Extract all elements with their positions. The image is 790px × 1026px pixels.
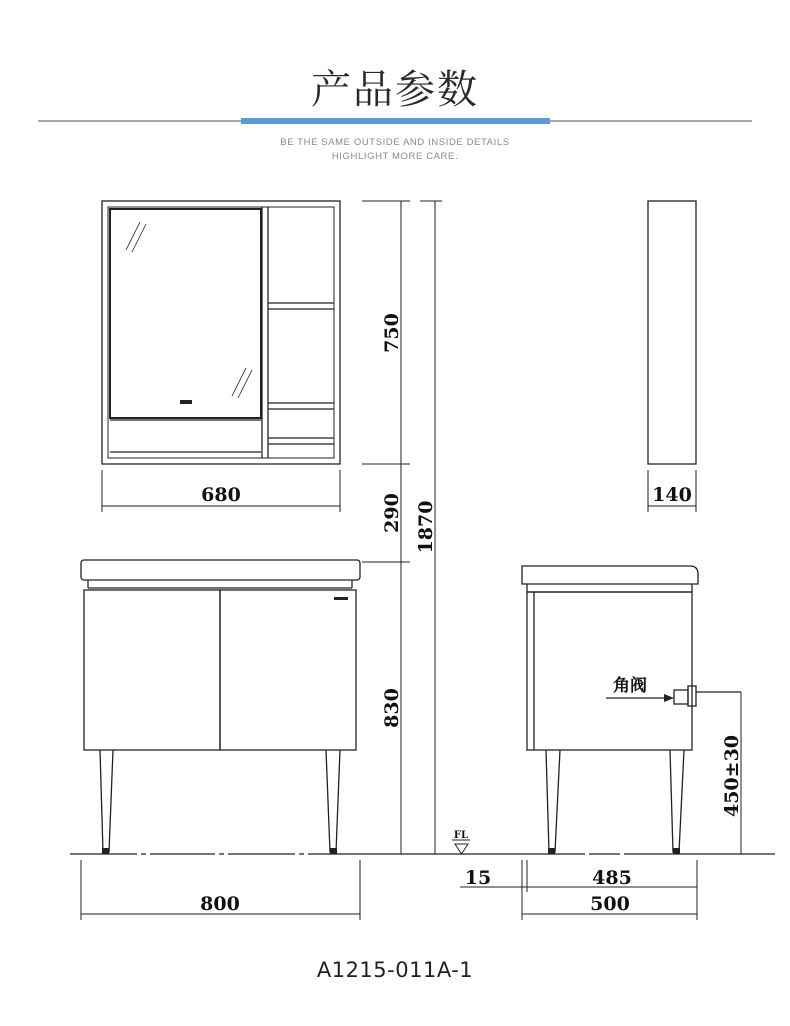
dim-vanity-width: 800 — [200, 893, 240, 915]
angle-valve-label: 角阀 — [613, 676, 647, 696]
mirror-cabinet-side — [648, 201, 696, 464]
dim-vanity-depth: 500 — [590, 893, 630, 915]
mirror-cabinet-front — [102, 201, 340, 464]
dim-gap-height: 290 — [381, 493, 403, 533]
dim-valve-height: 450±30 — [721, 734, 743, 818]
subtitle-line-1: BE THE SAME OUTSIDE AND INSIDE DETAILS — [280, 137, 510, 148]
vanity-front — [81, 560, 360, 852]
dim-vanity-depth-inner: 485 — [592, 867, 632, 889]
page-title: 产品参数 — [311, 67, 479, 113]
dim-cabinet-width: 680 — [201, 484, 241, 506]
dim-vanity-height: 830 — [381, 688, 403, 728]
floor-level-label: FL — [453, 830, 469, 841]
header-accent-bar — [241, 118, 550, 124]
dim-cabinet-depth: 140 — [652, 484, 692, 506]
model-code: A1215-011A-1 — [316, 958, 474, 982]
dim-cabinet-height: 750 — [381, 313, 403, 353]
vanity-side — [522, 566, 741, 852]
dim-floor-offset: 15 — [464, 867, 492, 889]
subtitle-line-2: HIGHLIGHT MORE CARE. — [331, 151, 459, 162]
dim-total-height: 1870 — [415, 500, 437, 554]
